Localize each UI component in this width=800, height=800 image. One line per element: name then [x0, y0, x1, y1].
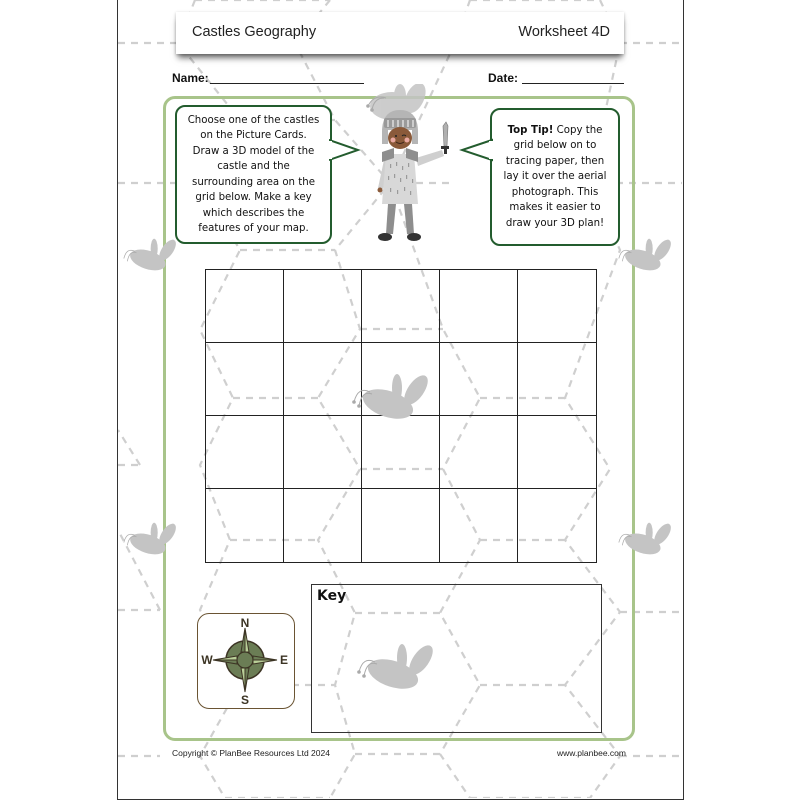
- date-field[interactable]: [522, 83, 624, 84]
- grid-cell[interactable]: [518, 270, 596, 343]
- tip-text-wrap: [502, 123, 608, 232]
- grid-cell[interactable]: [440, 270, 518, 343]
- compass-west: W: [201, 653, 213, 667]
- grid-cell[interactable]: [284, 416, 362, 489]
- name-field[interactable]: [210, 83, 364, 84]
- tip-bubble: [490, 108, 620, 246]
- compass-rose-icon: [198, 614, 293, 707]
- grid-cell[interactable]: [440, 416, 518, 489]
- grid-cell[interactable]: [362, 270, 440, 343]
- grid-cell[interactable]: [206, 270, 284, 343]
- website-link[interactable]: www.planbee.com: [557, 748, 626, 758]
- grid-cell[interactable]: [206, 343, 284, 416]
- grid-cell[interactable]: [518, 343, 596, 416]
- grid-cell[interactable]: [362, 489, 440, 562]
- grid-cell[interactable]: [362, 416, 440, 489]
- compass-box: [197, 613, 295, 709]
- grid-cell[interactable]: [206, 416, 284, 489]
- compass-north: N: [240, 616, 250, 630]
- grid-cell[interactable]: [284, 270, 362, 343]
- grid-cell[interactable]: [206, 489, 284, 562]
- date-label: Date:: [488, 71, 519, 85]
- grid-cell[interactable]: [518, 416, 596, 489]
- grid-cell[interactable]: [284, 343, 362, 416]
- grid-cell[interactable]: [440, 489, 518, 562]
- worksheet-title: Castles Geography: [192, 24, 317, 40]
- compass-east: E: [279, 653, 289, 667]
- grid-cell[interactable]: [518, 489, 596, 562]
- tip-label: Top Tip!: [507, 124, 554, 136]
- copyright-text: Copyright © PlanBee Resources Ltd 2024: [172, 748, 330, 758]
- name-label: Name:: [172, 71, 209, 85]
- grid-cell[interactable]: [440, 343, 518, 416]
- header-card: [176, 12, 624, 54]
- drawing-grid[interactable]: [205, 269, 597, 563]
- bubble-pointer-left: [459, 136, 493, 164]
- grid-cell[interactable]: [284, 489, 362, 562]
- instruction-text: Choose one of the castles on the Picture Cards. Draw a 3D model of the castle and the surrounding area on the grid below. Make a key which describes the features of your map.: [187, 114, 320, 234]
- instruction-bubble: [175, 105, 332, 244]
- tip-text: Copy the grid below on to tracing paper, then lay it over the aerial photograph. This makes it easier to draw your 3D plan!: [503, 124, 607, 229]
- worksheet-number: Worksheet 4D: [518, 24, 610, 40]
- knight-illustration: [360, 84, 460, 244]
- key-title: Key: [317, 588, 347, 604]
- key-box[interactable]: [311, 584, 602, 733]
- bubble-pointer-right: [329, 136, 361, 164]
- grid-cell[interactable]: [362, 343, 440, 416]
- compass-south: S: [240, 693, 250, 707]
